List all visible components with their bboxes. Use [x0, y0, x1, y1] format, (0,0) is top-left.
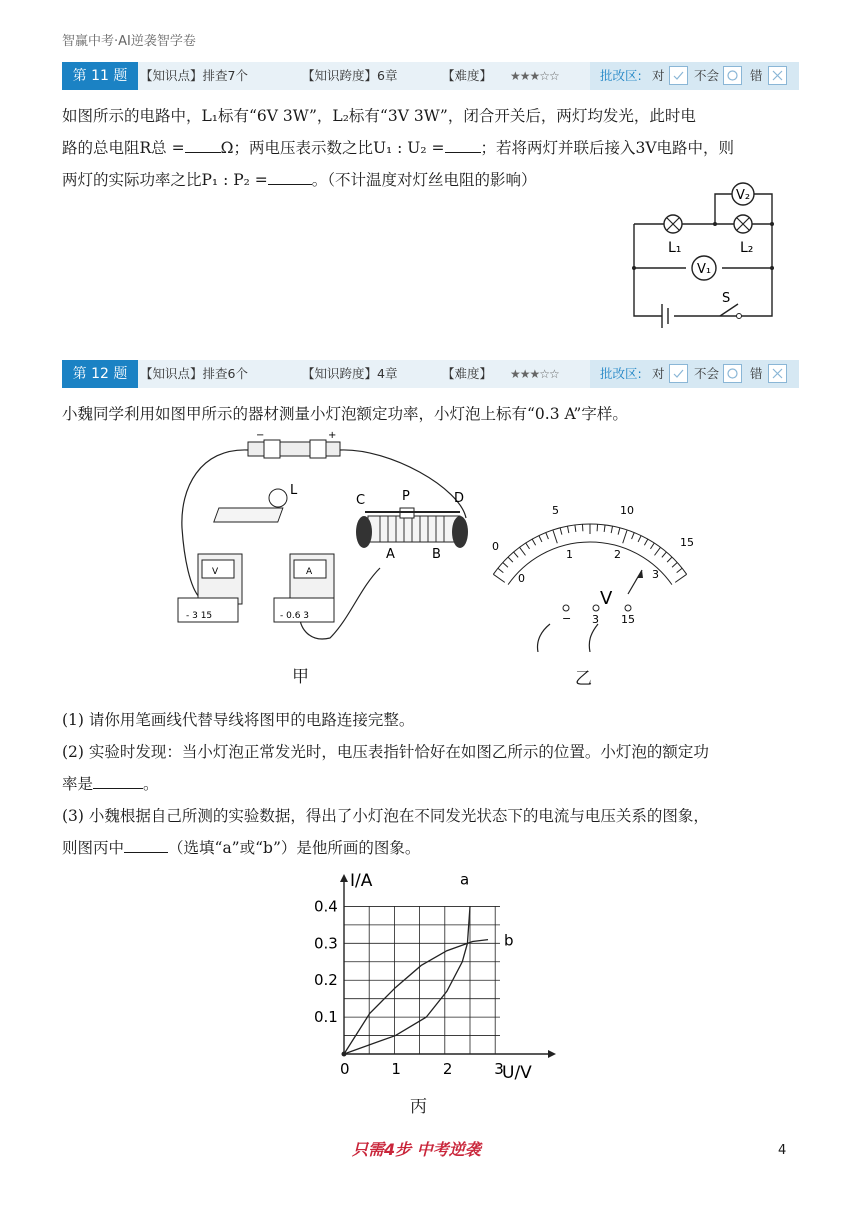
- q11-stem-line3: 两灯的实际功率之比P₁ : P₂ = 。（不计温度对灯丝电阻的影响）: [62, 164, 802, 196]
- caption-bing: 丙: [410, 1097, 427, 1117]
- q12-part3-line2: 则图丙中 （选填“a”或“b”）是他所画的图象。: [62, 832, 802, 864]
- dial-tick: [560, 528, 562, 535]
- grading-label: 批改区:: [600, 366, 642, 381]
- terminal-3: 3: [592, 613, 599, 626]
- wrong-label: 错: [750, 68, 763, 83]
- switch-label: S: [722, 291, 731, 306]
- voltmeter-terminals: - 3 15: [186, 611, 213, 621]
- unsure-label: 不会: [694, 68, 720, 83]
- question-12-bar: [62, 360, 799, 388]
- label-d: D: [454, 491, 465, 506]
- dial-tick: [508, 557, 513, 562]
- ammeter-terminals: - 0.6 3: [280, 611, 310, 621]
- inner-tick-1: 1: [566, 548, 573, 561]
- dial-tick: [677, 568, 682, 572]
- page-number: 4: [778, 1143, 787, 1158]
- dial-tick: [498, 568, 503, 572]
- dial-tick: [638, 536, 641, 542]
- caption-jia: 甲: [292, 667, 309, 687]
- v1-label: V₁: [696, 262, 712, 277]
- x-tick-label: 0: [340, 1060, 350, 1078]
- outer-tick-10: 10: [620, 504, 634, 517]
- right-label: 对: [652, 68, 665, 83]
- dial-tick: [611, 526, 612, 533]
- dial-tick: [654, 547, 660, 555]
- knowledge-span: 【知识跨度】6章: [302, 68, 398, 83]
- q12-part3-line1: (3) 小魏根据自己所测的实验数据，得出了小灯泡在不同发光状态下的电流与电压关系的图象，: [62, 807, 709, 825]
- y-tick-label: 0.2: [314, 971, 338, 990]
- dial-tick: [503, 563, 508, 568]
- grading-area: [590, 62, 799, 90]
- l2-label: L₂: [740, 240, 754, 256]
- y-axis-label: I/A: [350, 871, 373, 891]
- q11-circuit-diagram: [620, 180, 790, 330]
- footer-slogan: 只需4步 中考逆袭: [352, 1140, 481, 1159]
- x-tick-label: 2: [442, 1060, 453, 1078]
- lamp-icon: [269, 489, 287, 507]
- x-tick-label: 1: [391, 1060, 401, 1078]
- series-b-line: [344, 940, 488, 1054]
- y-tick-label: 0.3: [314, 934, 338, 953]
- dial-tick: [539, 536, 542, 542]
- series-b-label: b: [504, 931, 514, 950]
- difficulty-stars: ★★★☆☆: [510, 69, 559, 83]
- dial-tick: [644, 539, 647, 545]
- voltmeter-face: V: [212, 567, 219, 577]
- question-number: 第 11 题: [62, 62, 138, 90]
- x-tick-label: 3: [494, 1060, 504, 1078]
- difficulty-label: 【难度】: [442, 366, 493, 381]
- question-11-bar: [62, 62, 799, 90]
- origin-point: [342, 1052, 347, 1057]
- dial-tick: [662, 552, 667, 557]
- dial-tick: [567, 526, 568, 533]
- y-tick-label: 0.4: [314, 897, 338, 916]
- q11-stem-line1: 如图所示的电路中，L₁标有“6V 3W”，L₂标有“3V 3W”，闭合开关后，两灯均发光，此时电: [62, 107, 696, 125]
- dial-tick: [493, 574, 504, 582]
- battery-plus: +: [328, 430, 337, 441]
- question-number: 第 12 题: [62, 360, 138, 388]
- right-label: 对: [652, 366, 665, 381]
- x-axis-label: U/V: [502, 1063, 532, 1083]
- dial-tick: [520, 547, 526, 555]
- iu-graph: [300, 866, 560, 1086]
- series-a-label: a: [460, 870, 470, 889]
- grading-label: 批改区:: [600, 68, 642, 83]
- dial-tick: [553, 530, 557, 543]
- difficulty-stars: ★★★☆☆: [510, 367, 559, 381]
- wrong-label: 错: [750, 366, 763, 381]
- voltmeter-dial-figure: [480, 492, 700, 652]
- dial-tick: [532, 539, 535, 545]
- apparatus-figure: [160, 428, 480, 658]
- page-header: 智赢中考·AI逆袭智学卷: [62, 34, 196, 49]
- q12-part2-line2: 率是 。: [62, 768, 802, 800]
- v2-label: V₂: [735, 188, 751, 203]
- y-tick-label: 0.1: [314, 1008, 338, 1027]
- dial-tick: [604, 525, 605, 532]
- terminal-15: 15: [621, 613, 635, 626]
- wrong-checkbox[interactable]: [768, 364, 787, 383]
- inner-tick-2: 2: [614, 548, 621, 561]
- knowledge-points: 【知识点】排查6个: [140, 366, 248, 381]
- q12-intro: 小魏同学利用如图甲所示的器材测量小灯泡额定功率，小灯泡上标有“0.3 A”字样。: [62, 405, 628, 423]
- dial-tick: [632, 533, 635, 539]
- q12-part2-line1: (2) 实验时发现：当小灯泡正常发光时，电压表指针恰好在如图乙所示的位置。小灯泡的额定功: [62, 743, 709, 761]
- dial-tick: [546, 533, 549, 539]
- dial-tick: [675, 574, 686, 582]
- inner-tick-3: 3: [652, 568, 659, 581]
- lamp-label: L: [290, 483, 298, 498]
- knowledge-points: 【知识点】排查7个: [140, 68, 248, 83]
- dial-tick: [650, 543, 654, 549]
- q12-part1: (1) 请你用笔画线代替导线将图甲的电路连接完整。: [62, 711, 415, 729]
- wrong-checkbox[interactable]: [768, 66, 787, 85]
- outer-tick-15: 15: [680, 536, 694, 549]
- x-arrow: [548, 1050, 556, 1058]
- battery-minus: −: [256, 430, 265, 441]
- difficulty-label: 【难度】: [442, 68, 493, 83]
- q11-stem-line2: 路的总电阻R总 = Ω；两电压表示数之比U₁ : U₂ = ；若将两灯并联后接入3V电路中，则: [62, 132, 802, 164]
- right-checkbox[interactable]: [669, 364, 688, 383]
- terminal-minus: −: [562, 612, 572, 625]
- unsure-checkbox[interactable]: [723, 66, 742, 85]
- dial-tick: [526, 543, 530, 549]
- label-c: C: [356, 493, 366, 508]
- ammeter-face: A: [306, 567, 313, 577]
- caption-yi: 乙: [575, 669, 592, 689]
- dial-tick: [618, 528, 620, 535]
- l1-label: L₁: [668, 240, 682, 256]
- unsure-checkbox[interactable]: [723, 364, 742, 383]
- dial-tick: [575, 525, 576, 532]
- dial-tick: [672, 563, 677, 568]
- dial-tick: [623, 530, 627, 543]
- dial-tick: [514, 552, 519, 557]
- label-b: B: [432, 547, 441, 562]
- knowledge-span: 【知识跨度】4章: [302, 366, 398, 381]
- unsure-label: 不会: [694, 366, 720, 381]
- y-arrow: [340, 874, 348, 882]
- rheostat-icon: [368, 516, 460, 542]
- right-checkbox[interactable]: [669, 66, 688, 85]
- inner-tick-0: 0: [518, 572, 525, 585]
- label-p: P: [402, 489, 410, 504]
- dial-tick: [667, 557, 672, 562]
- grading-area: [590, 360, 799, 388]
- dial-inner-arc: [508, 542, 672, 585]
- outer-tick-0: 0: [492, 540, 499, 553]
- label-a: A: [386, 547, 395, 562]
- meter-symbol: V: [600, 588, 613, 609]
- outer-tick-5: 5: [552, 504, 559, 517]
